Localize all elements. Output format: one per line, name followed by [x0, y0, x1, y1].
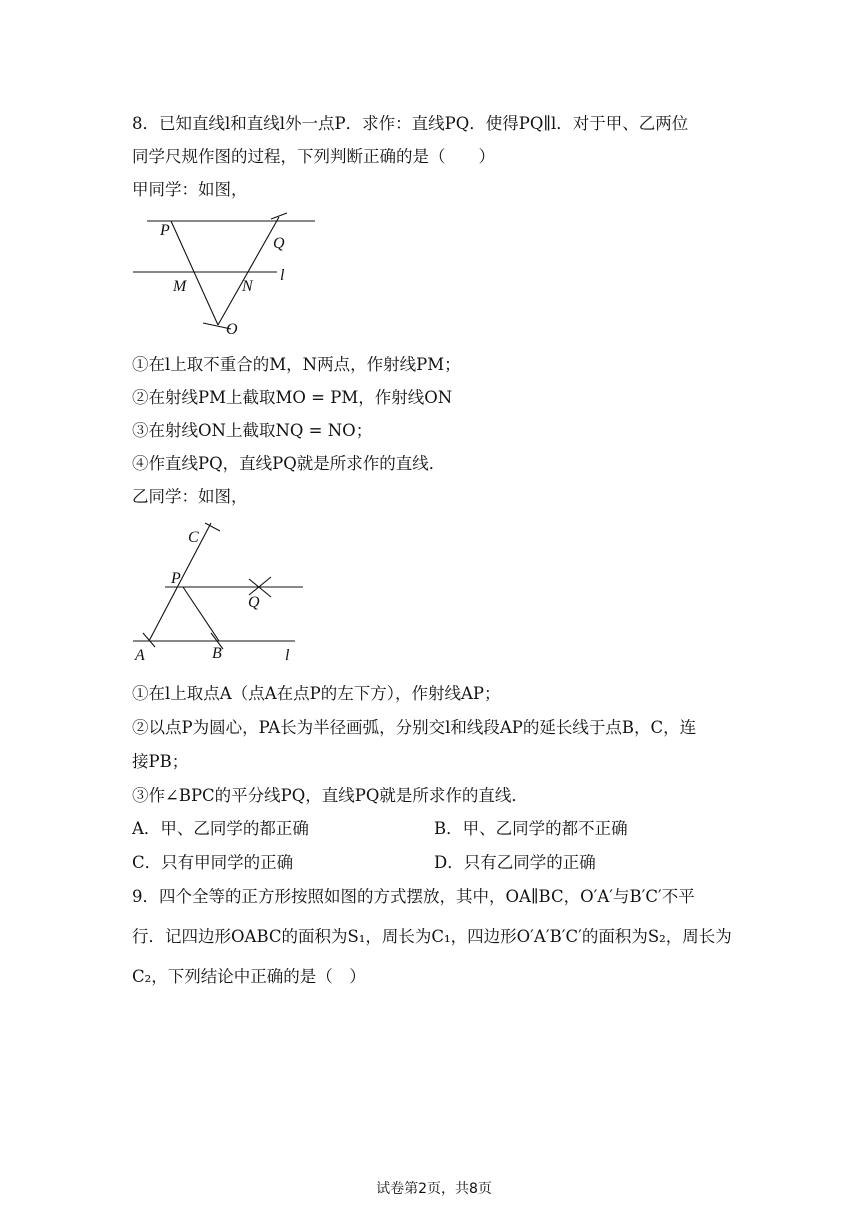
label-c: C — [188, 529, 199, 546]
q8-stem-line-2: 同学尺规作图的过程，下列判断正确的是（ ） — [132, 147, 495, 166]
label-n: N — [242, 278, 253, 295]
jia-step-4: ④作直线PQ，直线PQ就是所求作的直线． — [132, 454, 446, 473]
label-p: P — [160, 222, 170, 239]
jia-step-1: ①在l上取不重合的M，N两点，作射线PM； — [132, 355, 461, 374]
yi-step-2: ②以点P为圆心，PA长为半径画弧，分别交l和线段AP的延长线于点B，C，连 — [132, 718, 697, 737]
label-q: Q — [273, 235, 285, 252]
option-d[interactable]: D．只有乙同学的正确 — [434, 853, 596, 872]
jia-step-3: ③在射线ON上截取NQ = NO； — [132, 421, 373, 440]
label-p: P — [171, 570, 181, 587]
label-l: l — [285, 647, 290, 664]
yi-title: 乙同学：如图， — [132, 487, 248, 506]
q9-stem-line-1: 9．四个全等的正方形按照如图的方式摆放，其中，OA∥BC，O′A′与B′C′不平 — [132, 887, 695, 906]
segment-pb — [183, 587, 219, 641]
page-footer: 试卷第2页，共8页 — [376, 1181, 492, 1197]
option-a[interactable]: A．甲、乙同学的都正确 — [132, 819, 309, 838]
yi-step-3: ③作∠BPC的平分线PQ，直线PQ就是所求作的直线． — [132, 786, 528, 805]
q9-stem-line-3: C₂，下列结论中正确的是（ ） — [132, 967, 366, 986]
jia-step-2: ②在射线PM上截取MO = PM，作射线ON — [132, 388, 453, 407]
label-b: B — [212, 645, 222, 662]
label-q: Q — [248, 594, 260, 611]
q8-stem-line-1: 8．已知直线l和直线l外一点P．求作：直线PQ．使得PQ∥l．对于甲、乙两位 — [132, 114, 689, 133]
label-a: A — [135, 647, 145, 664]
yi-step-2-cont: 接PB； — [132, 752, 189, 771]
yi-step-1: ①在l上取点A（点A在点P的左下方），作射线AP； — [132, 684, 501, 703]
option-c[interactable]: C．只有甲同学的正确 — [132, 853, 294, 872]
label-m: M — [173, 278, 187, 295]
arc-q-2 — [249, 577, 271, 595]
jia-title: 甲同学：如图， — [132, 180, 248, 199]
arc-a — [143, 633, 155, 647]
ray-on — [218, 217, 279, 325]
ray-pm — [171, 221, 218, 325]
label-l: l — [280, 267, 285, 284]
q9-stem-line-2: 行．记四边形OABC的面积为S₁，周长为C₁，四边形O′A′B′C′的面积为S₂，周长为 — [132, 927, 732, 946]
option-b[interactable]: B．甲、乙同学的都不正确 — [434, 819, 628, 838]
jia-construction-figure — [125, 205, 325, 340]
label-o: O — [226, 321, 238, 338]
yi-construction-figure — [125, 515, 315, 665]
